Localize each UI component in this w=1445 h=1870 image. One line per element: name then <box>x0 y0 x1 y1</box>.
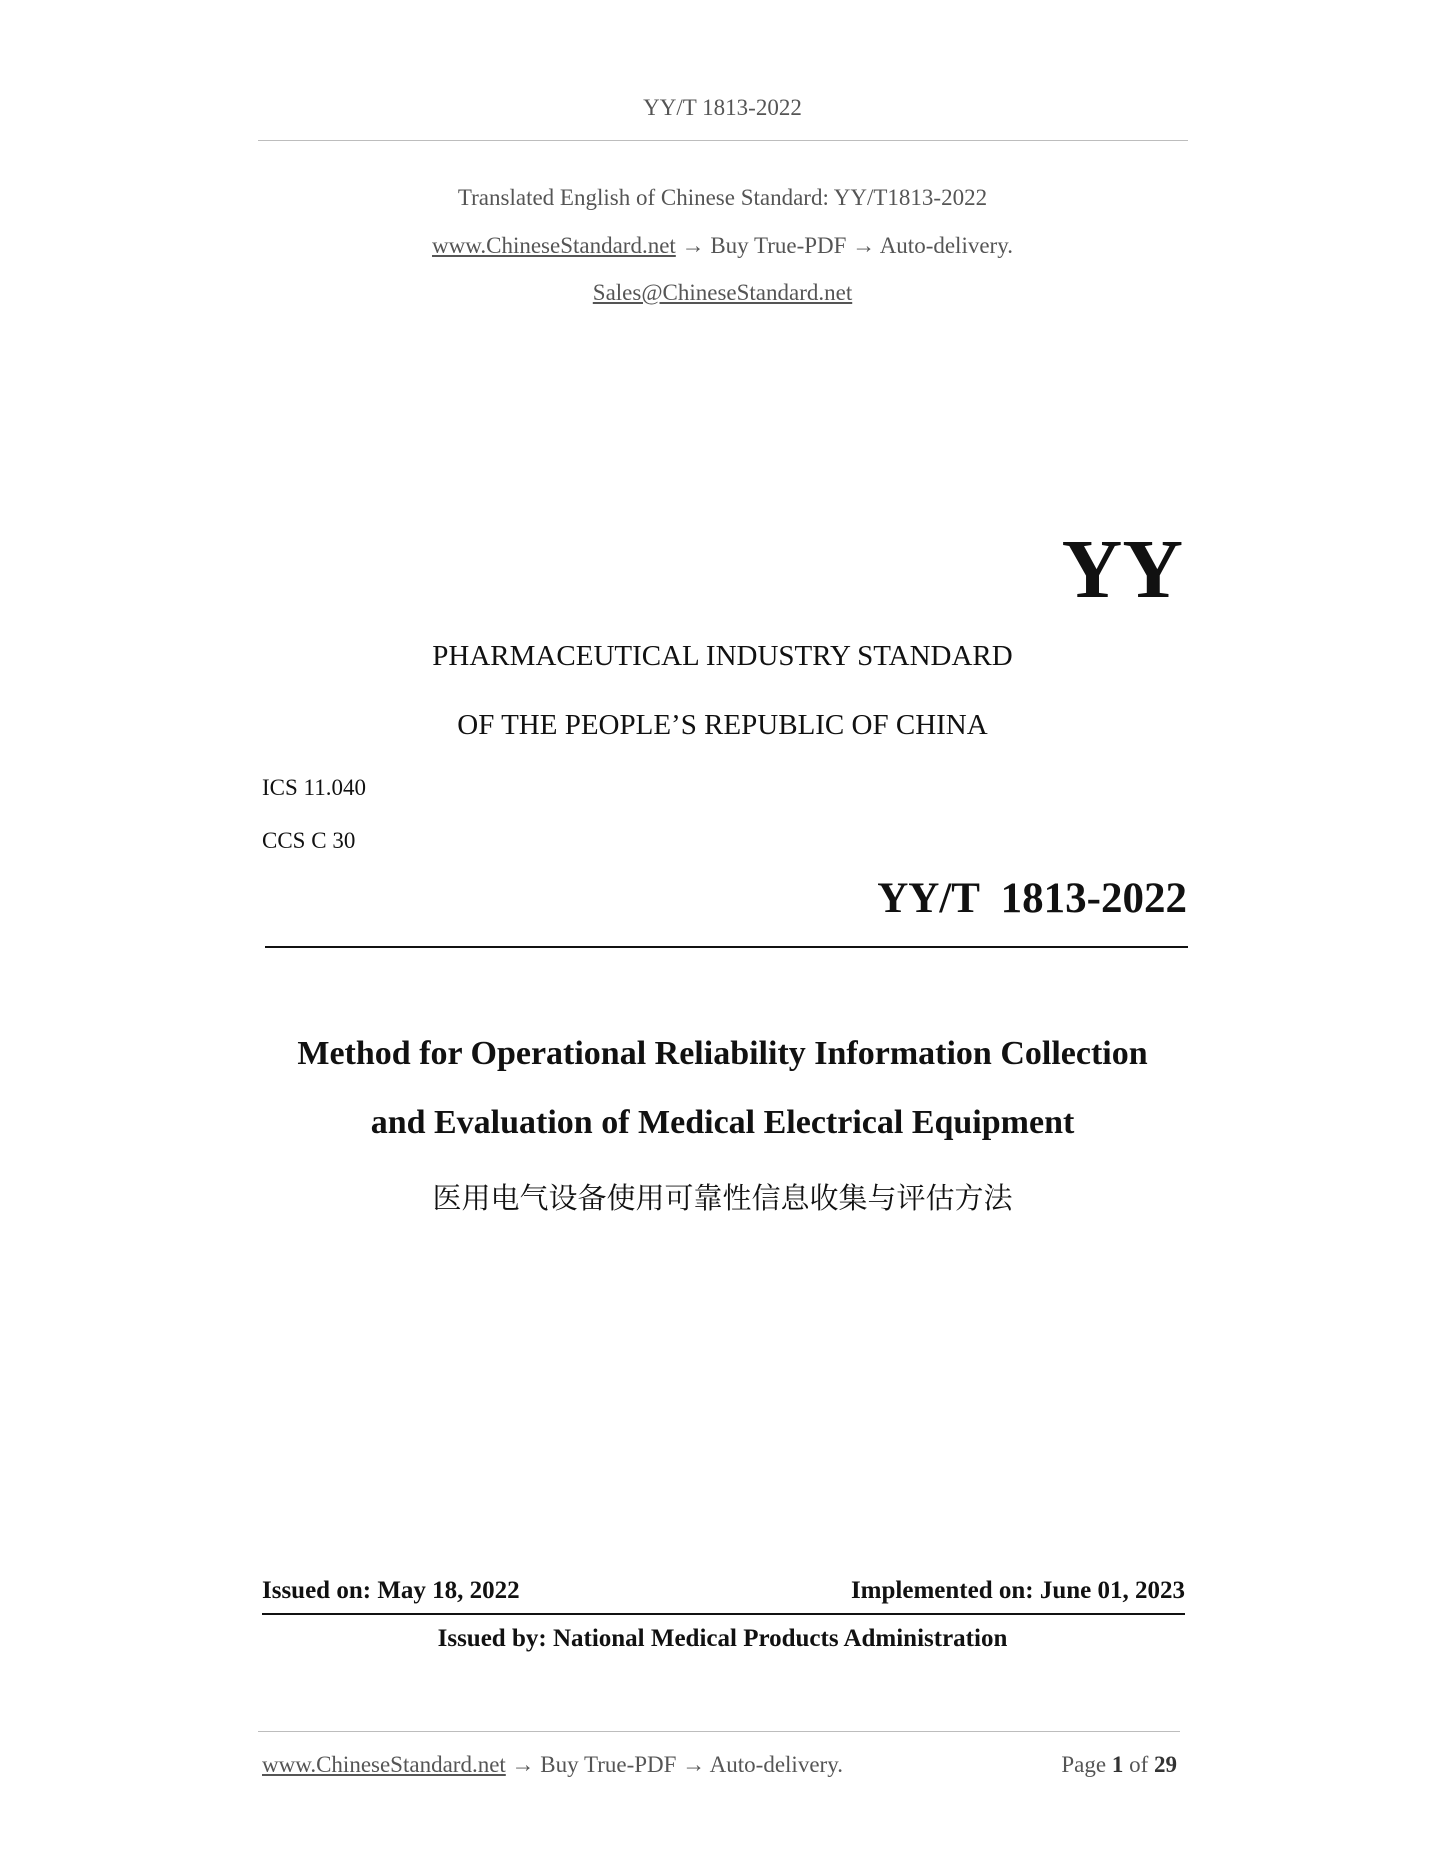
page-label: Page <box>1061 1752 1107 1777</box>
translation-notice: Translated English of Chinese Standard: YY/T1813-2022 <box>457 185 988 210</box>
footer-divider <box>258 1731 1180 1732</box>
issued-on: Issued on: May 18, 2022 <box>262 1577 520 1604</box>
running-header: YY/T 1813-2022 <box>643 95 802 120</box>
site-link[interactable]: www.ChineseStandard.net <box>432 233 676 258</box>
standard-type-line1: PHARMACEUTICAL INDUSTRY STANDARD <box>432 640 1013 672</box>
email-line <box>0 280 1445 306</box>
standard-type-line2: OF THE PEOPLE’S REPUBLIC OF CHINA <box>457 709 988 741</box>
arrow-right-icon: → <box>511 1752 535 1777</box>
promo-line <box>0 233 1445 259</box>
implemented-on: Implemented on: June 01, 2023 <box>850 1577 1185 1604</box>
arrow-right-icon: → <box>852 233 876 258</box>
auto-delivery-text: Auto-delivery. <box>879 233 1013 258</box>
footer-promo <box>262 1752 843 1778</box>
page-of-label: of <box>1129 1752 1149 1777</box>
title-cn: 医用电气设备使用可靠性信息收集与评估方法 <box>432 1181 1013 1215</box>
arrow-right-icon: → <box>681 233 705 258</box>
arrow-right-icon: → <box>682 1752 706 1777</box>
page-total: 29 <box>1154 1752 1177 1777</box>
sales-email-link[interactable]: Sales@ChineseStandard.net <box>592 280 853 305</box>
title-en-line1: Method for Operational Reliability Information Collection <box>297 1035 1148 1072</box>
title-en-line2: and Evaluation of Medical Electrical Equipment <box>370 1104 1075 1141</box>
standard-logo: YY <box>1061 523 1183 616</box>
buy-pdf-text: Buy True-PDF <box>710 233 847 258</box>
footer-site-link[interactable]: www.ChineseStandard.net <box>262 1752 506 1777</box>
page-indicator <box>1061 1752 1177 1778</box>
footer-auto-delivery-text: Auto-delivery. <box>709 1752 843 1777</box>
issue-dates-divider <box>262 1613 1185 1615</box>
page-current: 1 <box>1111 1752 1124 1777</box>
ccs-code: CCS C 30 <box>262 828 356 853</box>
footer-buy-pdf-text: Buy True-PDF <box>540 1752 677 1777</box>
standard-number-divider <box>265 946 1188 948</box>
header-divider <box>258 140 1188 141</box>
issued-by: Issued by: National Medical Products Administration <box>437 1625 1008 1652</box>
ics-code: ICS 11.040 <box>262 775 366 800</box>
standard-number: YY/T 1813-2022 <box>877 875 1187 922</box>
